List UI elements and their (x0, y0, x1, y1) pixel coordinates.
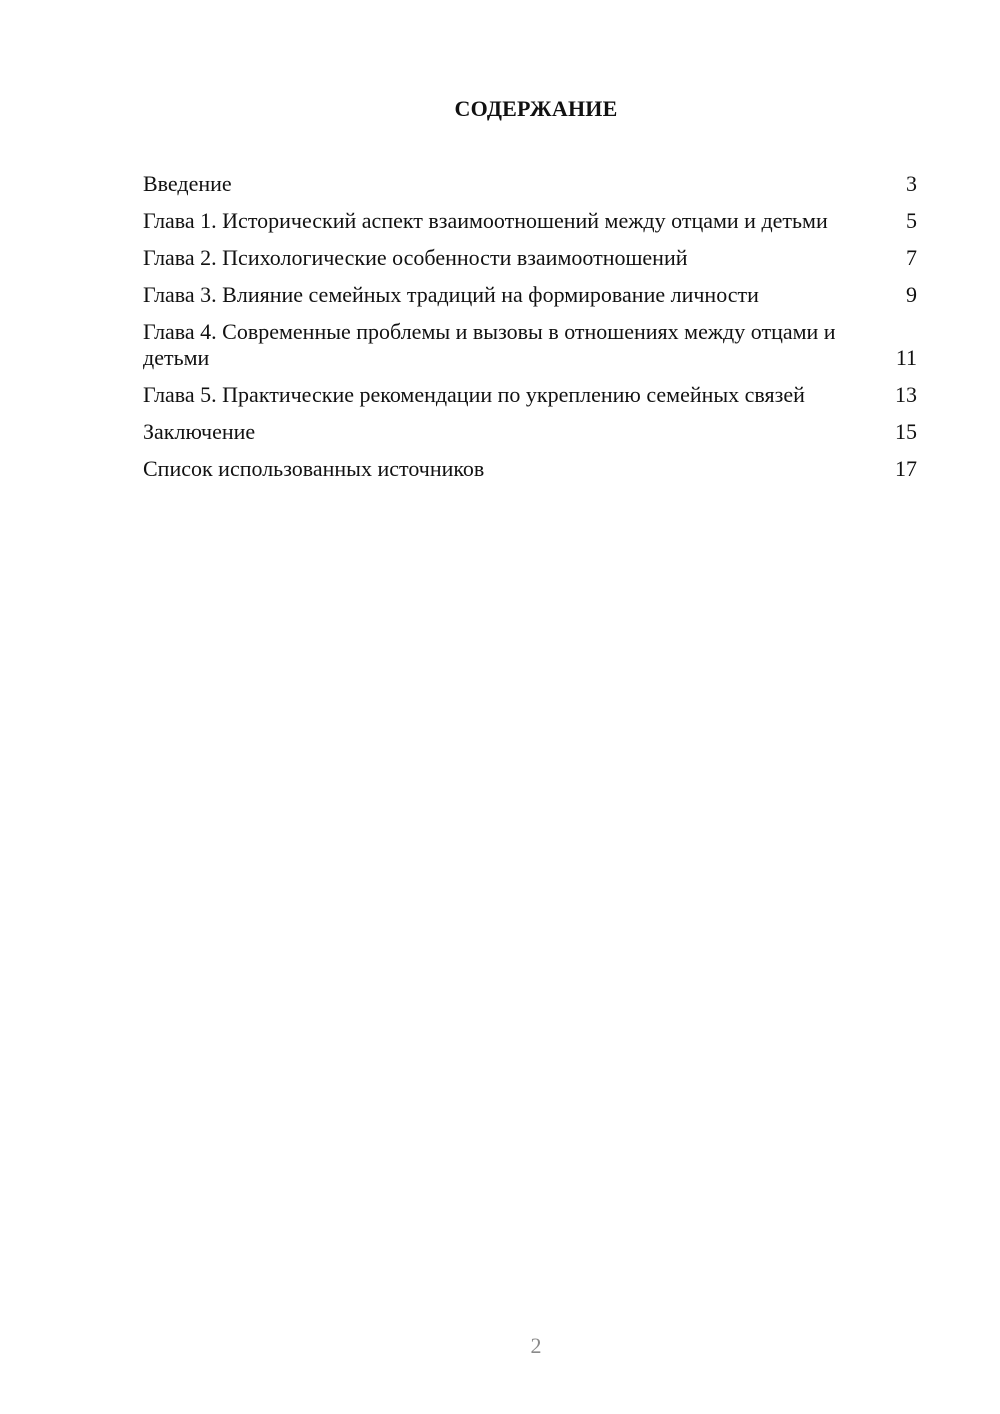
toc-entry-chapter-3[interactable] (143, 282, 917, 308)
toc-entry-chapter-4[interactable] (143, 319, 917, 371)
page-number: 2 (530, 1333, 542, 1358)
toc-list (143, 171, 917, 493)
toc-entry-page: 11 (895, 345, 917, 370)
toc-entry-text: Глава 4. Современные проблемы и вызовы в отношениях между отцами и детьми (143, 319, 836, 370)
toc-entry-references[interactable] (143, 456, 917, 482)
toc-entry-chapter-1[interactable] (143, 208, 917, 234)
toc-entry-page: 15 (895, 419, 917, 444)
toc-entry-page: 17 (895, 456, 917, 481)
toc-entry-text: Глава 5. Практические рекомендации по укреплению семейных связей (143, 382, 805, 407)
toc-entry-text: Глава 1. Исторический аспект взаимоотношений между отцами и детьми (143, 208, 828, 233)
toc-entry-text: Глава 2. Психологические особенности взаимоотношений (143, 245, 688, 270)
toc-entry-page: 3 (906, 171, 917, 196)
toc-entry-introduction[interactable] (143, 171, 917, 197)
toc-entry-chapter-5[interactable] (143, 382, 917, 408)
toc-entry-chapter-2[interactable] (143, 245, 917, 271)
toc-entry-text: Глава 3. Влияние семейных традиций на формирование личности (143, 282, 759, 307)
toc-entry-page: 13 (895, 382, 917, 407)
toc-entry-page: 5 (906, 208, 917, 233)
toc-entry-conclusion[interactable] (143, 419, 917, 445)
toc-entry-text: Заключение (143, 419, 256, 444)
toc-entry-text: Список использованных источников (143, 456, 485, 481)
toc-entry-page: 7 (906, 245, 917, 270)
toc-title: СОДЕРЖАНИЕ (454, 96, 618, 121)
toc-entry-text: Введение (143, 171, 232, 196)
toc-entry-page: 9 (906, 282, 917, 307)
